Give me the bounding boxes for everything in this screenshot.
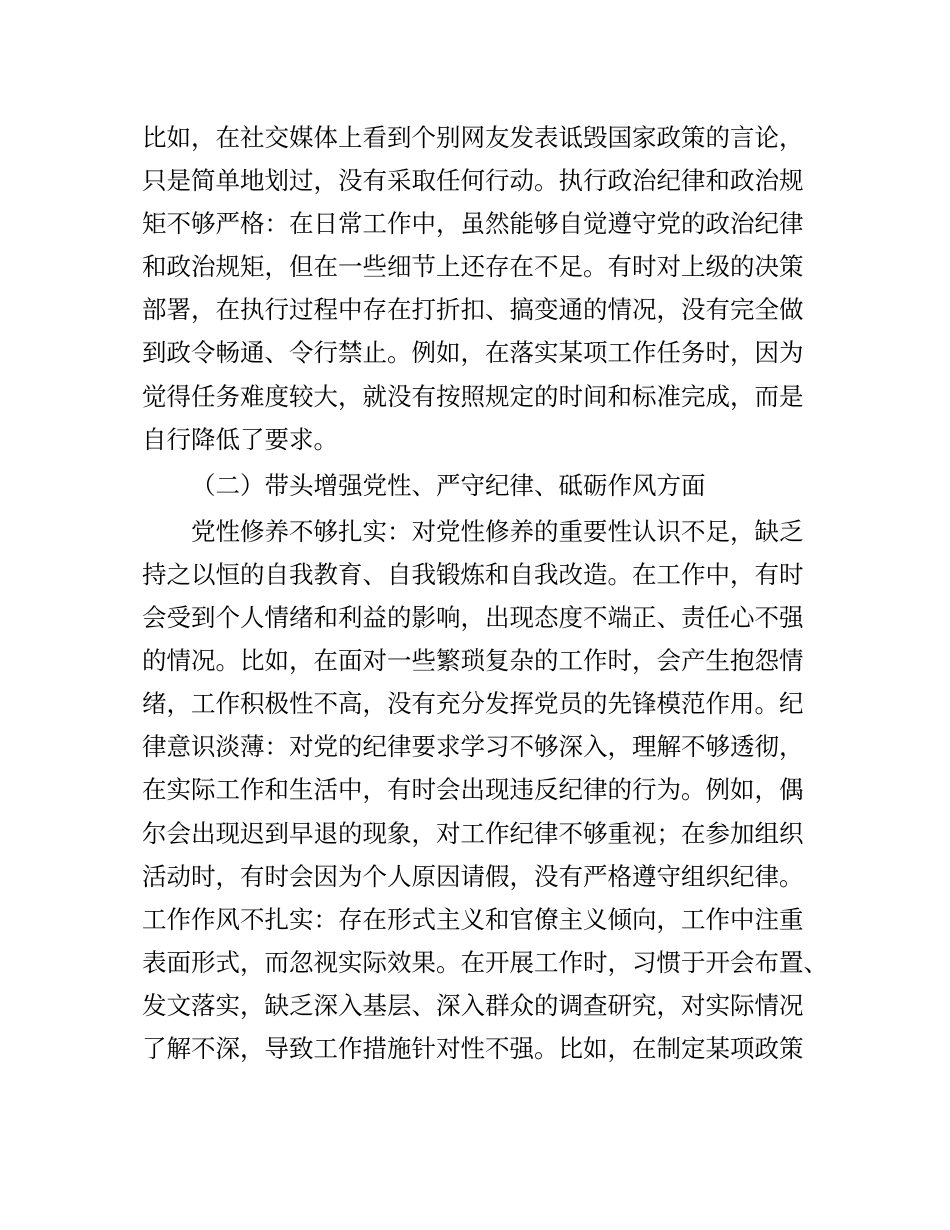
paragraph-line: 绪，工作积极性不高，没有充分发挥党员的先锋模范作用。纪 xyxy=(142,689,804,719)
paragraph-line: 会受到个人情绪和利益的影响，出现态度不端正、责任心不强 xyxy=(142,603,804,633)
paragraph-line: 持之以恒的自我教育、自我锻炼和自我改造。在工作中，有时 xyxy=(142,559,804,589)
paragraph-1 xyxy=(142,116,832,461)
paragraph-line: 工作作风不扎实：存在形式主义和官僚主义倾向，工作中注重 xyxy=(142,904,804,934)
section-heading: （二）带头增强党性、严守纪律、砥砺作风方面 xyxy=(191,470,706,500)
paragraph-line: 部署，在执行过程中存在打折扣、搞变通的情况，没有完全做 xyxy=(142,295,804,325)
document-body xyxy=(142,116,832,1070)
paragraph-line: 活动时，有时会因为个人原因请假，没有严格遵守组织纪律。 xyxy=(142,861,804,891)
paragraph-line: 自行降低了要求。 xyxy=(142,424,338,454)
paragraph-line: 尔会出现迟到早退的现象，对工作纪律不够重视；在参加组织 xyxy=(142,818,804,848)
paragraph-line: 党性修养不够扎实：对党性修养的重要性认识不足，缺乏 xyxy=(191,516,804,546)
paragraph-2 xyxy=(142,510,832,1070)
paragraph-line: 在实际工作和生活中，有时会出现违反纪律的行为。例如，偶 xyxy=(142,775,804,805)
paragraph-line: 发文落实，缺乏深入基层、深入群众的调查研究，对实际情况 xyxy=(142,990,804,1020)
paragraph-line: 表面形式，而忽视实际效果。在开展工作时，习惯于开会布置、 xyxy=(142,947,828,977)
paragraph-line: 的情况。比如，在面对一些繁琐复杂的工作时，会产生抱怨情 xyxy=(142,646,804,676)
paragraph-line: 只是简单地划过，没有采取任何行动。执行政治纪律和政治规 xyxy=(142,166,804,196)
paragraph-line: 矩不够严格：在日常工作中，虽然能够自觉遵守党的政治纪律 xyxy=(142,209,804,239)
paragraph-line: 了解不深，导致工作措施针对性不强。比如，在制定某项政策 xyxy=(142,1033,804,1063)
paragraph-line: 和政治规矩，但在一些细节上还存在不足。有时对上级的决策 xyxy=(142,252,804,282)
paragraph-line: 觉得任务难度较大，就没有按照规定的时间和标准完成，而是 xyxy=(142,381,804,411)
paragraph-line: 到政令畅通、令行禁止。例如，在落实某项工作任务时，因为 xyxy=(142,338,804,368)
paragraph-line: 律意识淡薄：对党的纪律要求学习不够深入，理解不够透彻， xyxy=(142,732,804,762)
paragraph-line: 比如，在社交媒体上看到个别网友发表诋毁国家政策的言论， xyxy=(142,123,804,152)
